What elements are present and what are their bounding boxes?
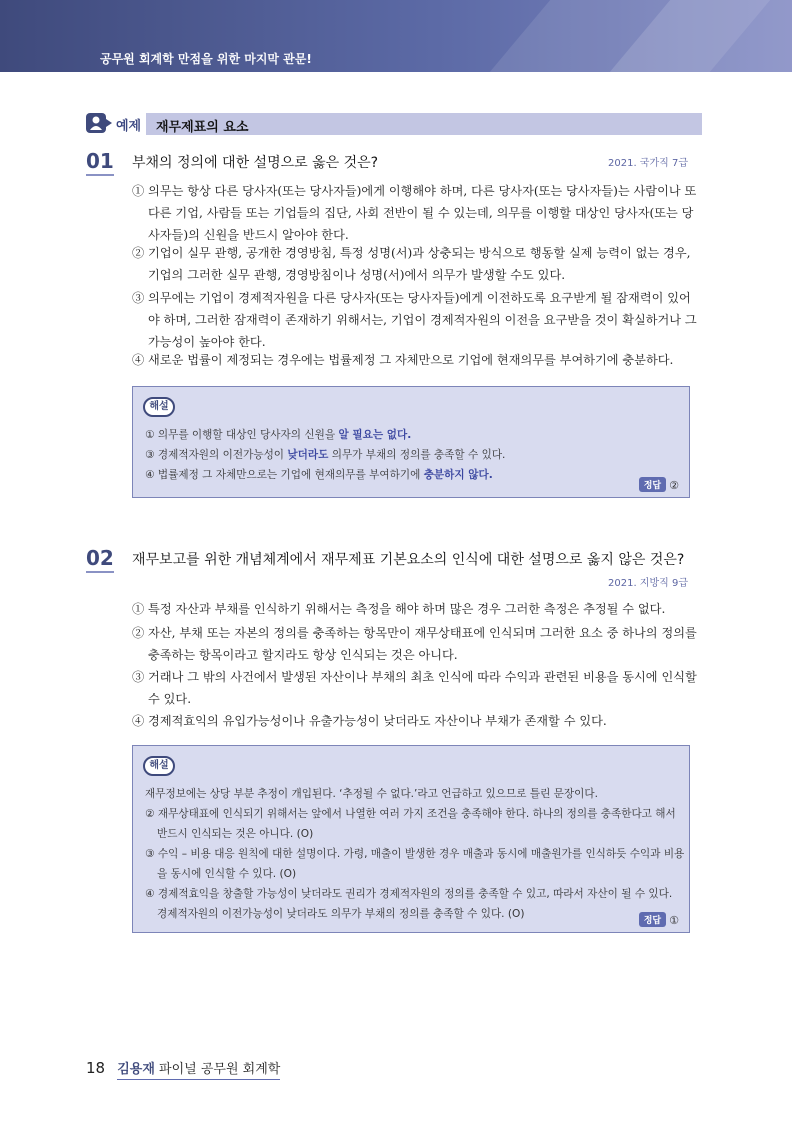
question-number-underline — [86, 571, 114, 573]
example-title: 재무제표의 요소 — [156, 120, 249, 135]
explanation-highlight: 낮더라도 — [287, 449, 329, 461]
question-text: 부채의 정의에 대한 설명으로 옳은 것은? — [132, 155, 379, 171]
explanation-badge: 해설 — [143, 756, 175, 776]
explanation-line: ④ 경제적효익을 창출할 가능성이 낮더라도 권리가 경제적자원의 정의를 충족할 수 있고, 따라서 자산이 될 수 있다. 경제적자원의 이전가능성이 낮더라도 의무가 부채의 정의를 충족할 수 있다. (O) — [145, 888, 673, 920]
question-text: 재무보고를 위한 개념체계에서 재무제표 기본요소의 인식에 대한 설명으로 옳지 않은 것은? — [132, 552, 685, 568]
explanation-text: ③ 경제적자원의 이전가능성이 — [145, 449, 288, 461]
question-number-underline — [86, 174, 114, 176]
answer-value: ② — [669, 479, 679, 492]
explanation-box — [132, 386, 690, 498]
answer-option: ④ 경제적효익의 유입가능성이나 유출가능성이 낮더라도 자산이나 부채가 존재할 수 있다. — [132, 714, 607, 728]
answer-option: ② 자산, 부채 또는 자본의 정의를 충족하는 항목만이 재무상태표에 인식되며 그러한 요소 중 하나의 정의를 충족하는 항목이라고 할지라도 항상 인식되는 것은 아니다. — [132, 626, 697, 662]
explanation-line: ② 재무상태표에 인식되기 위해서는 앞에서 나열한 여러 가지 조건을 충족해야 한다. 하나의 정의를 충족한다고 해서 반드시 인식되는 것은 아니다. (O) — [145, 808, 676, 840]
question-number: 02 — [86, 546, 114, 570]
explanation-line: 재무정보에는 상당 부분 추정이 개입된다. ‘추정될 수 없다.’라고 언급하고 있으므로 틀린 문장이다. — [145, 788, 598, 800]
page-number: 18 — [86, 1059, 106, 1077]
explanation-box — [132, 745, 690, 933]
header-band — [0, 0, 792, 72]
example-heading — [86, 112, 702, 136]
explanation-line: ③ 수익 – 비용 대응 원칙에 대한 설명이다. 가령, 매출이 발생한 경우 매출과 동시에 매출원가를 인식하듯 수익과 비용을 동시에 인식할 수 있다. (O) — [145, 848, 685, 880]
explanation-highlight: 충분하지 않다. — [423, 469, 493, 481]
explanation-text: 의무가 부채의 정의를 충족할 수 있다. — [328, 449, 506, 461]
answer-option: ③ 의무에는 기업이 경제적자원을 다른 당사자(또는 당사자들)에게 이전하도록 요구받게 될 잠재력이 있어야 하며, 그러한 잠재력이 존재하기 위해서는, 기업이 경제적자원의 이전을 요구받을 것이 확실하거나 그 가능성이 높아야 한다. — [132, 291, 697, 349]
answer-option: ① 특정 자산과 부채를 인식하기 위해서는 측정을 해야 하며 많은 경우 그러한 측정은 추정될 수 없다. — [132, 602, 666, 616]
explanation-highlight: 알 필요는 없다. — [338, 429, 412, 441]
question-source: 2021. 국가직 7급 — [608, 158, 688, 169]
answer-badge: 정답 — [639, 912, 666, 927]
explanation-line — [145, 425, 685, 445]
example-title-band — [146, 113, 702, 135]
answer-badge: 정답 — [639, 477, 666, 492]
question-number: 01 — [86, 149, 114, 173]
person-icon — [86, 113, 112, 133]
answer-value: ① — [669, 914, 679, 927]
answer-option: ④ 새로운 법률이 제정되는 경우에는 법률제정 그 자체만으로 기업에 현재의무를 부여하기에 충분하다. — [132, 353, 674, 367]
explanation-line — [145, 445, 685, 465]
answer-option: ① 의무는 항상 다른 당사자(또는 당사자들)에게 이행해야 하며, 다른 당사자(또는 당사자들)는 사람이나 또 다른 기업, 사람들 또는 기업들의 집단, 사회 전반이 될 수 있는데, 의무를 이행할 대상인 당사자(또는 당사자들)의 신원을 반드시 알아야 한다. — [132, 184, 697, 242]
explanation-text: ① 의무를 이행할 대상인 당사자의 신원을 — [145, 429, 339, 441]
book-name: 파이널 공무원 회계학 — [154, 1062, 281, 1077]
header-title: 공무원 회계학 만점을 위한 마지막 관문! — [100, 52, 312, 66]
answer-option: ③ 거래나 그 밖의 사건에서 발생된 자산이나 부채의 최초 인식에 따라 수익과 관련된 비용을 동시에 인식할 수 있다. — [132, 670, 697, 706]
question-source: 2021. 지방직 9급 — [608, 578, 688, 589]
explanation-line — [145, 465, 685, 485]
explanation-text: ④ 법률제정 그 자체만으로는 기업에 현재의무를 부여하기에 — [145, 469, 424, 481]
page-footer — [86, 1058, 280, 1077]
explanation-badge: 해설 — [143, 397, 175, 417]
answer-key — [639, 912, 679, 927]
answer-key — [639, 477, 679, 492]
author-name: 김용재 — [117, 1062, 155, 1077]
book-title — [117, 1062, 280, 1080]
answer-option: ② 기업이 실무 관행, 공개한 경영방침, 특정 성명(서)과 상충되는 방식으로 행동할 실제 능력이 없는 경우, 기업의 그러한 실무 관행, 경영방침이나 성명(서)에서 의무가 발생할 수도 있다. — [132, 246, 691, 282]
example-label: 예제 — [116, 119, 142, 134]
